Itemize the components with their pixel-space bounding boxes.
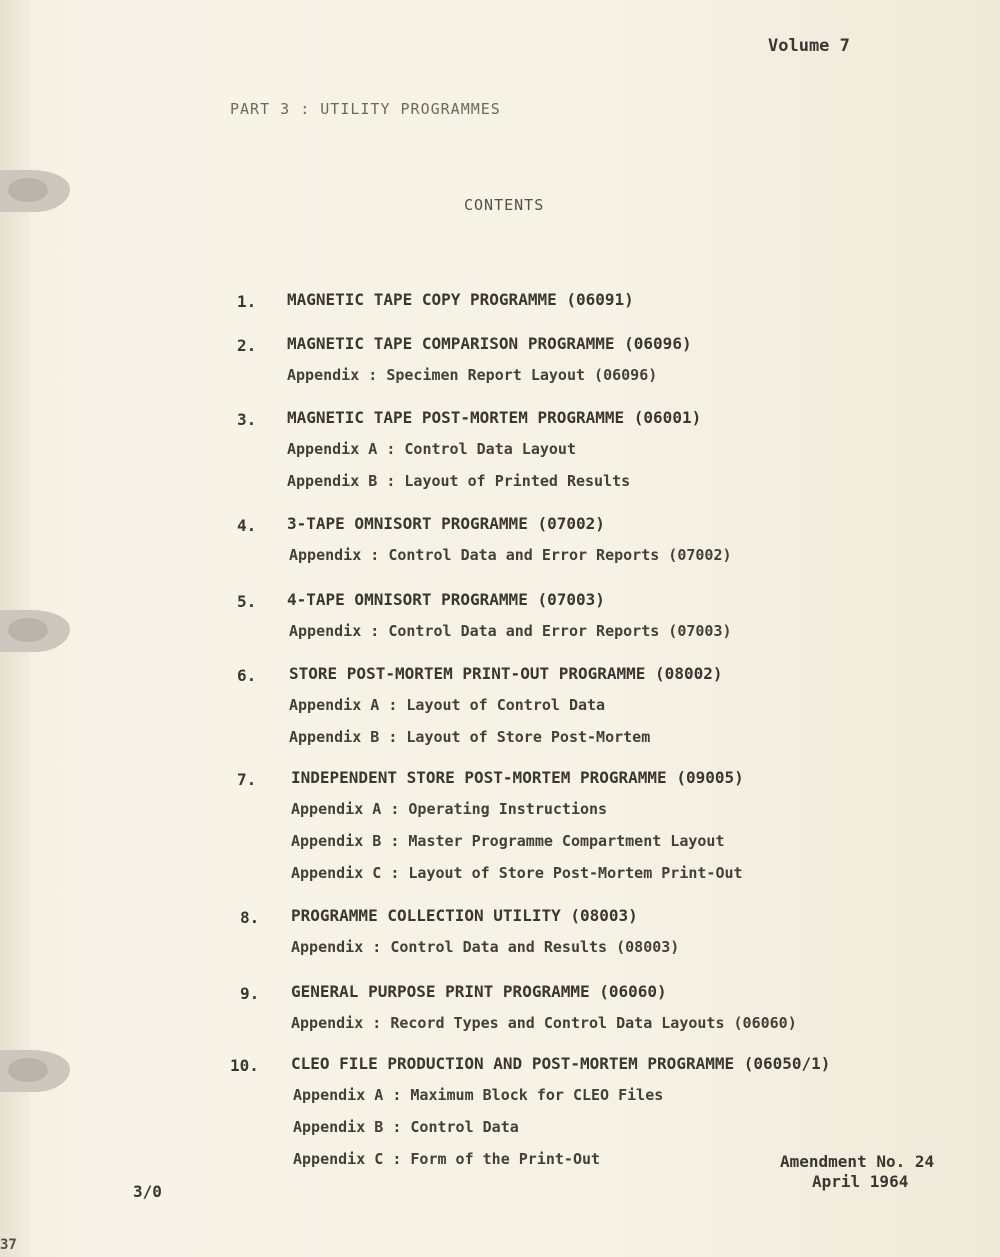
appendix-line: Appendix : Specimen Report Layout (06096) <box>287 366 658 384</box>
entry-title: STORE POST-MORTEM PRINT-OUT PROGRAMME (08002) <box>289 664 723 683</box>
appendix-line: Appendix : Control Data and Results (08003) <box>291 938 680 956</box>
appendix-line: Appendix B : Layout of Store Post-Mortem <box>289 728 651 746</box>
appendix-line: Appendix C : Form of the Print-Out <box>293 1150 601 1168</box>
appendix-line: Appendix B : Control Data <box>293 1118 519 1136</box>
corner-page-number: 37 <box>0 1237 17 1253</box>
entry-title: INDEPENDENT STORE POST-MORTEM PROGRAMME (09005) <box>291 768 744 787</box>
entry-title: MAGNETIC TAPE POST-MORTEM PROGRAMME (06001) <box>287 408 702 427</box>
punch-hole-tear <box>0 1050 70 1092</box>
appendix-line: Appendix : Control Data and Error Reports (07002) <box>289 546 732 564</box>
appendix-line: Appendix : Control Data and Error Reports (07003) <box>289 622 732 640</box>
appendix-line: Appendix A : Operating Instructions <box>291 800 608 818</box>
appendix-line: Appendix : Record Types and Control Data Layouts (06060) <box>291 1014 797 1032</box>
entry-title: MAGNETIC TAPE COPY PROGRAMME (06091) <box>287 290 634 309</box>
entry-title: PROGRAMME COLLECTION UTILITY (08003) <box>291 906 638 925</box>
appendix-line: Appendix C : Layout of Store Post-Mortem Print-Out <box>291 864 743 882</box>
entry-number: 1. <box>237 292 257 311</box>
entry-number: 4. <box>237 516 257 535</box>
entry-number: 3. <box>237 410 257 429</box>
contents-heading: CONTENTS <box>464 196 545 214</box>
entry-title: CLEO FILE PRODUCTION AND POST-MORTEM PROGRAMME (06050/1) <box>291 1054 831 1073</box>
page-code: 3/0 <box>133 1182 162 1201</box>
punch-hole-tear <box>0 170 70 212</box>
appendix-line: Appendix A : Layout of Control Data <box>289 696 606 714</box>
entry-title: MAGNETIC TAPE COMPARISON PROGRAMME (06096) <box>287 334 692 353</box>
entry-number: 10. <box>230 1056 259 1075</box>
entry-number: 7. <box>237 770 257 789</box>
appendix-line: Appendix B : Master Programme Compartment Layout <box>291 832 725 850</box>
amendment-date: April 1964 <box>812 1172 909 1191</box>
entry-title: GENERAL PURPOSE PRINT PROGRAMME (06060) <box>291 982 667 1001</box>
volume-label: Volume 7 <box>768 36 850 56</box>
entry-number: 9. <box>240 984 260 1003</box>
entry-number: 5. <box>237 592 257 611</box>
appendix-line: Appendix A : Maximum Block for CLEO Files <box>293 1086 664 1104</box>
entry-number: 2. <box>237 336 257 355</box>
appendix-line: Appendix A : Control Data Layout <box>287 440 576 458</box>
amendment-number: Amendment No. 24 <box>780 1152 935 1171</box>
appendix-line: Appendix B : Layout of Printed Results <box>287 472 631 490</box>
entry-title: 4-TAPE OMNISORT PROGRAMME (07003) <box>287 590 605 609</box>
entry-number: 6. <box>237 666 257 685</box>
punch-hole-tear <box>0 610 70 652</box>
entry-title: 3-TAPE OMNISORT PROGRAMME (07002) <box>287 514 605 533</box>
entry-number: 8. <box>240 908 260 927</box>
part-heading: PART 3 : UTILITY PROGRAMMES <box>230 100 501 118</box>
